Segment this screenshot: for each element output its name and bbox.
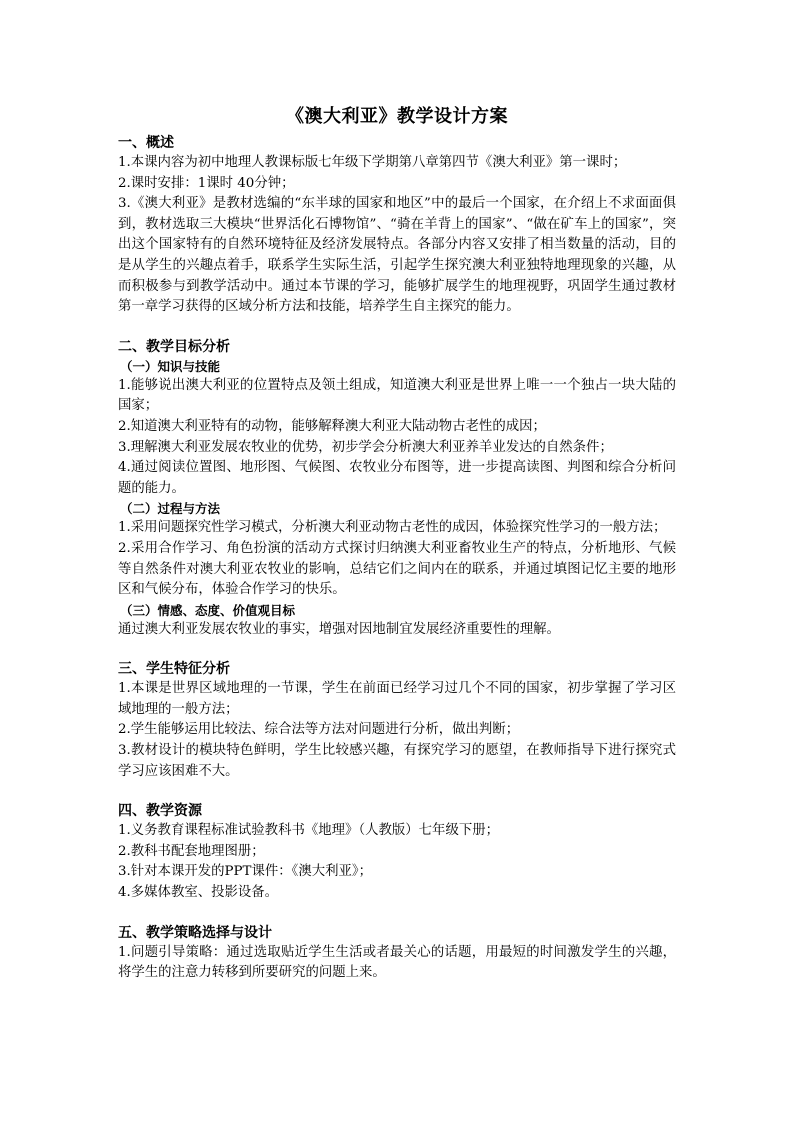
section-heading: 一、概述 <box>118 135 174 151</box>
paragraph: 2.采用合作学习、角色扮演的活动方式探讨归纳澳大利亚畜牧业生产的特点，分析地形、气候等自然条件对澳大利亚农牧业的影响，总结它们之间内在的联系，并通过填图记忆主要的地形区和气候分布，体验合作学习的快乐。 <box>118 540 676 598</box>
section-spacer <box>118 640 676 659</box>
section-overview <box>118 133 676 318</box>
subsection-heading: （二）过程与方法 <box>120 501 221 517</box>
section-heading: 四、教学资源 <box>118 803 202 820</box>
section-spacer <box>118 782 676 801</box>
paragraph: 1.能够说出澳大利亚的位置特点及领土组成，知道澳大利亚是世界上唯一一个独占一块大陆的国家； <box>118 377 676 414</box>
paragraph: 3.针对本课开发的PPT课件：《澳大利亚》； <box>118 864 372 880</box>
paragraph: 3.《澳大利亚》是教材选编的“东半球的国家和地区”中的最后一个国家，在介绍上不求面面俱到，教材选取三大模块“世界活化石博物馆”、“骑在羊背上的国家”、“做在矿车上的国家”，突出这个国家特有的自然环境特征及经济发展特点。各部分内容又安排了相当数量的活动，目的是从学生的兴趣点着手，联系学生实际生活，引起学生探究澳大利亚独特地理现象的兴趣，从而积极参与到教学活动中。通过本节课的学习，能够扩展学生的地理视野，巩固学生通过教材第一章学习获得的区域分析方法和技能，培养学生自主探究的能力。 <box>118 196 676 315</box>
paragraph: 2.教科书配套地理图册； <box>118 843 265 859</box>
section-heading: 三、学生特征分析 <box>118 661 230 678</box>
paragraph: 1.本课内容为初中地理人教课标版七年级下学期第八章第四节《澳大利亚》第一课时； <box>118 155 627 170</box>
section-spacer <box>118 904 676 923</box>
paragraph: 2.课时安排：1课时 40分钟； <box>118 175 295 191</box>
document-page <box>118 103 676 984</box>
section-heading: 二、教学目标分析 <box>118 338 230 355</box>
paragraph: 1.义务教育课程标准试验教科书《地理》（人教版）七年级下册； <box>118 823 500 839</box>
paragraph: 1.本课是世界区域地理的一节课，学生在前面已经学习过几个不同的国家，初步掌握了学习区域地理的一般方法； <box>118 681 676 717</box>
subsection-heading: （一）知识与技能 <box>120 358 221 374</box>
paragraph: 1.问题引导策略：通过选取贴近学生生活或者最关心的话题，用最短的时间激发学生的兴趣，将学生的注意力转移到所要研究的问题上来。 <box>118 944 676 981</box>
section-objectives <box>118 337 676 641</box>
section-student-analysis <box>118 659 676 782</box>
section-heading: 五、教学策略选择与设计 <box>118 924 272 941</box>
paragraph: 4.多媒体教室、投影设备。 <box>118 885 279 901</box>
section-spacer <box>118 318 676 337</box>
section-strategy <box>118 923 676 984</box>
paragraph: 4.通过阅读位置图、地形图、气候图、农牧业分布图等，进一步提高读图、判图和综合分析问题的能力。 <box>118 460 676 496</box>
paragraph: 3.教材设计的模块特色鲜明，学生比较感兴趣，有探究学习的愿望，在教师指导下进行探究式学习应该困难不大。 <box>118 743 676 779</box>
paragraph: 2.知道澳大利亚特有的动物，能够解释澳大利亚大陆动物古老性的成因； <box>118 418 546 434</box>
paragraph: 通过澳大利亚发展农牧业的事实，增强对因地制宜发展经济重要性的理解。 <box>118 621 560 637</box>
paragraph: 2.学生能够运用比较法、综合法等方法对问题进行分析，做出判断； <box>118 722 520 738</box>
section-resources <box>118 801 676 903</box>
subsection-heading: （三）情感、态度、价值观目标 <box>120 602 296 618</box>
document-title: 《澳大利亚》教学设计方案 <box>286 106 508 127</box>
paragraph: 1.采用问题探究性学习模式，分析澳大利亚动物古老性的成因，体验探究性学习的一般方法； <box>118 520 667 536</box>
paragraph: 3.理解澳大利亚发展农牧业的优势，初步学会分析澳大利亚养羊业发达的自然条件； <box>118 439 613 455</box>
